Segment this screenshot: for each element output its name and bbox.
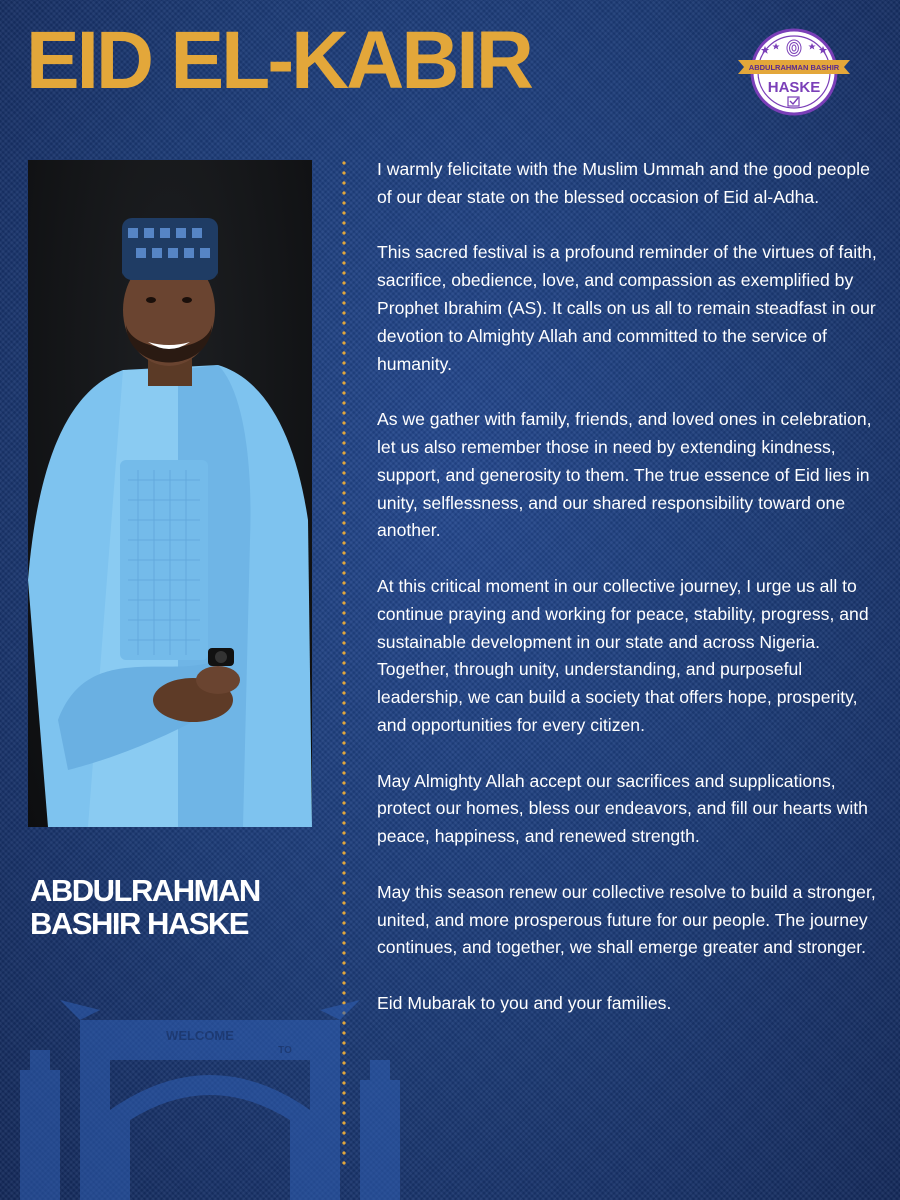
message-paragraph: Eid Mubarak to you and your families. — [377, 992, 672, 1013]
person-name: ABDULRAHMAN BASHIR HASKE — [30, 873, 260, 941]
logo-badge-icon — [738, 22, 850, 118]
logo-name-top: ABDULRAHMAN BASHIR — [748, 63, 840, 72]
portrait-figure-icon — [28, 160, 312, 827]
message-paragraph: I warmly felicitate with the Muslim Ummah and the good people of our dear state on the blessed occasion of Eid al-Adha. — [377, 159, 870, 207]
message-paragraph: At this critical moment in our collective journey, I urge us all to continue praying and working for peace, stability, progress, and sustainable development in our state and across Nigeria. Together, through unity, understanding, and purposeful leadership, we can build a society that offers hope, prosperity, and opportunities for every citizen. — [377, 575, 869, 735]
headline-title: EID EL-KABIR — [26, 15, 531, 106]
landmark-gate-watermark — [0, 980, 420, 1200]
gate-sign-word2: TO — [278, 1045, 292, 1056]
portrait-photo — [28, 160, 312, 827]
message-paragraph: May Almighty Allah accept our sacrifices and supplications, protect our homes, bless our endeavors, and fill our hearts with peace, happiness, and renewed strength. — [377, 770, 868, 847]
gate-sign-word1: WELCOME — [166, 1028, 234, 1043]
logo-name-main: HASKE — [767, 79, 821, 96]
message-paragraph: This sacred festival is a profound reminder of the virtues of faith, sacrifice, obedience, love, and compassion as exemplified by Prophet Ibrahim (AS). It calls on us all to remain steadfast in our devotion to Almighty Allah and committed to the service of humanity. — [377, 242, 877, 374]
city-gate-icon — [0, 980, 420, 1200]
campaign-logo — [738, 22, 850, 118]
message-body — [377, 156, 877, 1018]
message-paragraph: May this season renew our collective resolve to build a stronger, united, and more prosperous future for our people. The journey continues, and together, we shall emerge greater and stronger. — [377, 881, 876, 958]
message-paragraph: As we gather with family, friends, and loved ones in celebration, let us also remember those in need by extending kindness, support, and generosity to them. The true essence of Eid lies in unity, selflessness, and our shared responsibility toward one another. — [377, 409, 872, 541]
